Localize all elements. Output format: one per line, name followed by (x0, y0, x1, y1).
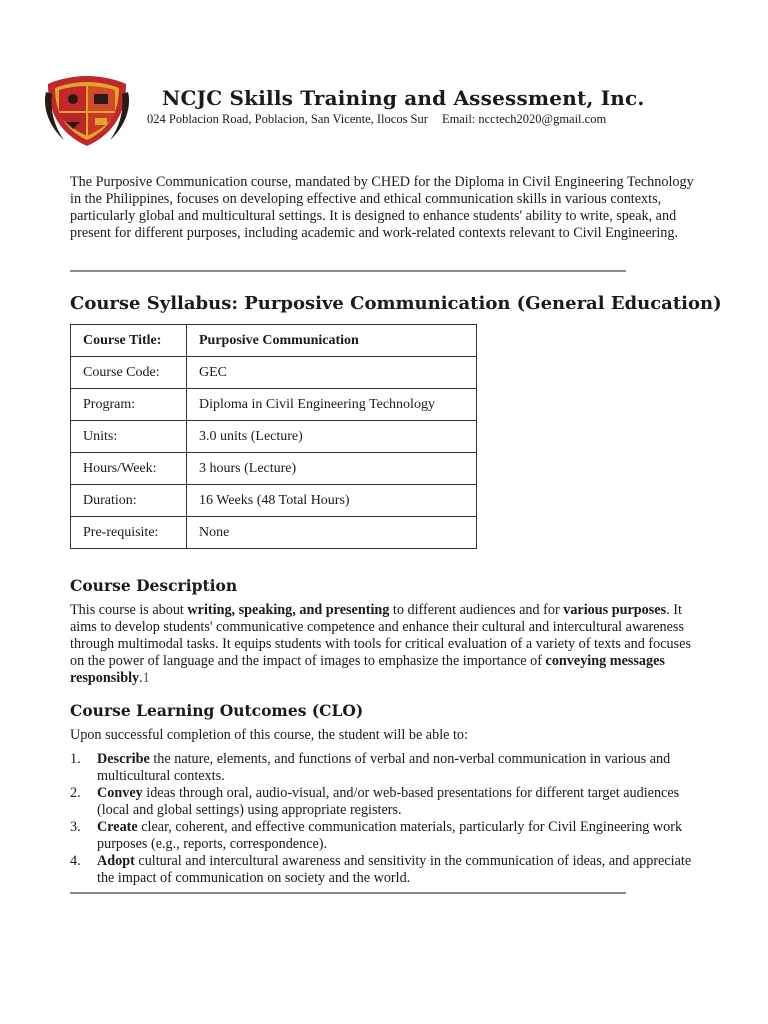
course-description-paragraph (70, 602, 700, 687)
table-cell-value: Purposive Communication (187, 325, 477, 357)
clo-text: cultural and intercultural awareness and sensitivity in the communication of ideas, and appreciate the impact of communication on society and the world. (97, 853, 692, 886)
list-item (70, 853, 702, 887)
description-text: This course is about (70, 602, 188, 618)
description-emphasis: various purposes (563, 602, 667, 618)
organization-address: 024 Poblacion Road, Poblacion, San Vicente, Ilocos Sur (147, 112, 428, 126)
description-text: . (139, 670, 143, 686)
list-number: 1. (70, 751, 81, 767)
description-emphasis: writing, speaking, and presenting (187, 602, 390, 618)
table-cell-value: 16 Weeks (48 Total Hours) (187, 485, 477, 517)
clo-text: the nature, elements, and functions of verbal and non-verbal communication in various and multicultural contexts. (97, 751, 671, 784)
course-info-table (70, 324, 477, 549)
table-cell-value: 3.0 units (Lecture) (187, 421, 477, 453)
table-cell-label: Units: (71, 421, 187, 453)
table-cell-label: Hours/Week: (71, 453, 187, 485)
table-cell-label: Course Code: (71, 357, 187, 389)
list-number: 4. (70, 853, 81, 869)
description-text: . It aims to develop students' communicative competence and enhance their cultural and intercultural awareness through multimodal tasks. It equips students with tools for critical evaluation of a variety of texts and focuses on the power of language and the impact of images to emphasize the importance of (70, 602, 691, 669)
table-row (71, 325, 477, 357)
description-text: to different audiences and for (389, 602, 564, 618)
table-row (71, 517, 477, 549)
organization-name: NCJC Skills Training and Assessment, Inc. (162, 86, 645, 110)
table-cell-label: Course Title: (71, 325, 187, 357)
clo-intro: Upon successful completion of this course, the student will be able to: (70, 727, 468, 743)
crest-icon (42, 72, 132, 150)
table-row (71, 453, 477, 485)
section-divider (70, 270, 626, 272)
table-row (71, 389, 477, 421)
table-cell-value: Diploma in Civil Engineering Technology (187, 389, 477, 421)
list-item (70, 785, 702, 819)
list-item (70, 751, 702, 785)
table-row (71, 421, 477, 453)
table-cell-label: Pre-requisite: (71, 517, 187, 549)
list-number: 2. (70, 785, 81, 801)
table-cell-value: None (187, 517, 477, 549)
course-description-heading: Course Description (70, 576, 238, 595)
list-item (70, 819, 702, 853)
list-number: 3. (70, 819, 81, 835)
syllabus-title: Course Syllabus: Purposive Communication (General Education) (70, 293, 722, 314)
clo-verb: Create (97, 819, 138, 835)
table-cell-value: GEC (187, 357, 477, 389)
organization-email: Email: ncctech2020@gmail.com (441, 112, 607, 126)
description-emphasis: conveying messages responsibly (70, 653, 665, 686)
clo-verb: Convey (97, 785, 143, 801)
table-row (71, 357, 477, 389)
clo-list (70, 751, 702, 887)
organization-contact (147, 112, 606, 127)
table-cell-label: Duration: (71, 485, 187, 517)
clo-text: clear, coherent, and effective communication materials, particularly for Civil Engineering work purposes (e.g., reports, correspondence). (97, 819, 683, 852)
clo-heading: Course Learning Outcomes (CLO) (70, 701, 364, 720)
table-cell-value: 3 hours (Lecture) (187, 453, 477, 485)
clo-verb: Describe (97, 751, 150, 767)
clo-verb: Adopt (97, 853, 135, 869)
intro-paragraph: The Purposive Communication course, mandated by CHED for the Diploma in Civil Engineering Technology in the Philippines, focuses on developing effective and ethical communication skills in various contexts, particularly global and multicultural settings. It is designed to enhance students' ability to write, speak, and present for different purposes, including academic and work-related contexts relevant to Civil Engineering. (70, 174, 694, 241)
table-row (71, 485, 477, 517)
school-crest-logo (42, 72, 132, 150)
footnote-marker[interactable]: 1 (142, 670, 150, 686)
section-divider (70, 892, 626, 894)
table-cell-label: Program: (71, 389, 187, 421)
clo-text: ideas through oral, audio-visual, and/or web-based presentations for different target audiences (local and global settings) using appropriate registers. (97, 785, 680, 818)
